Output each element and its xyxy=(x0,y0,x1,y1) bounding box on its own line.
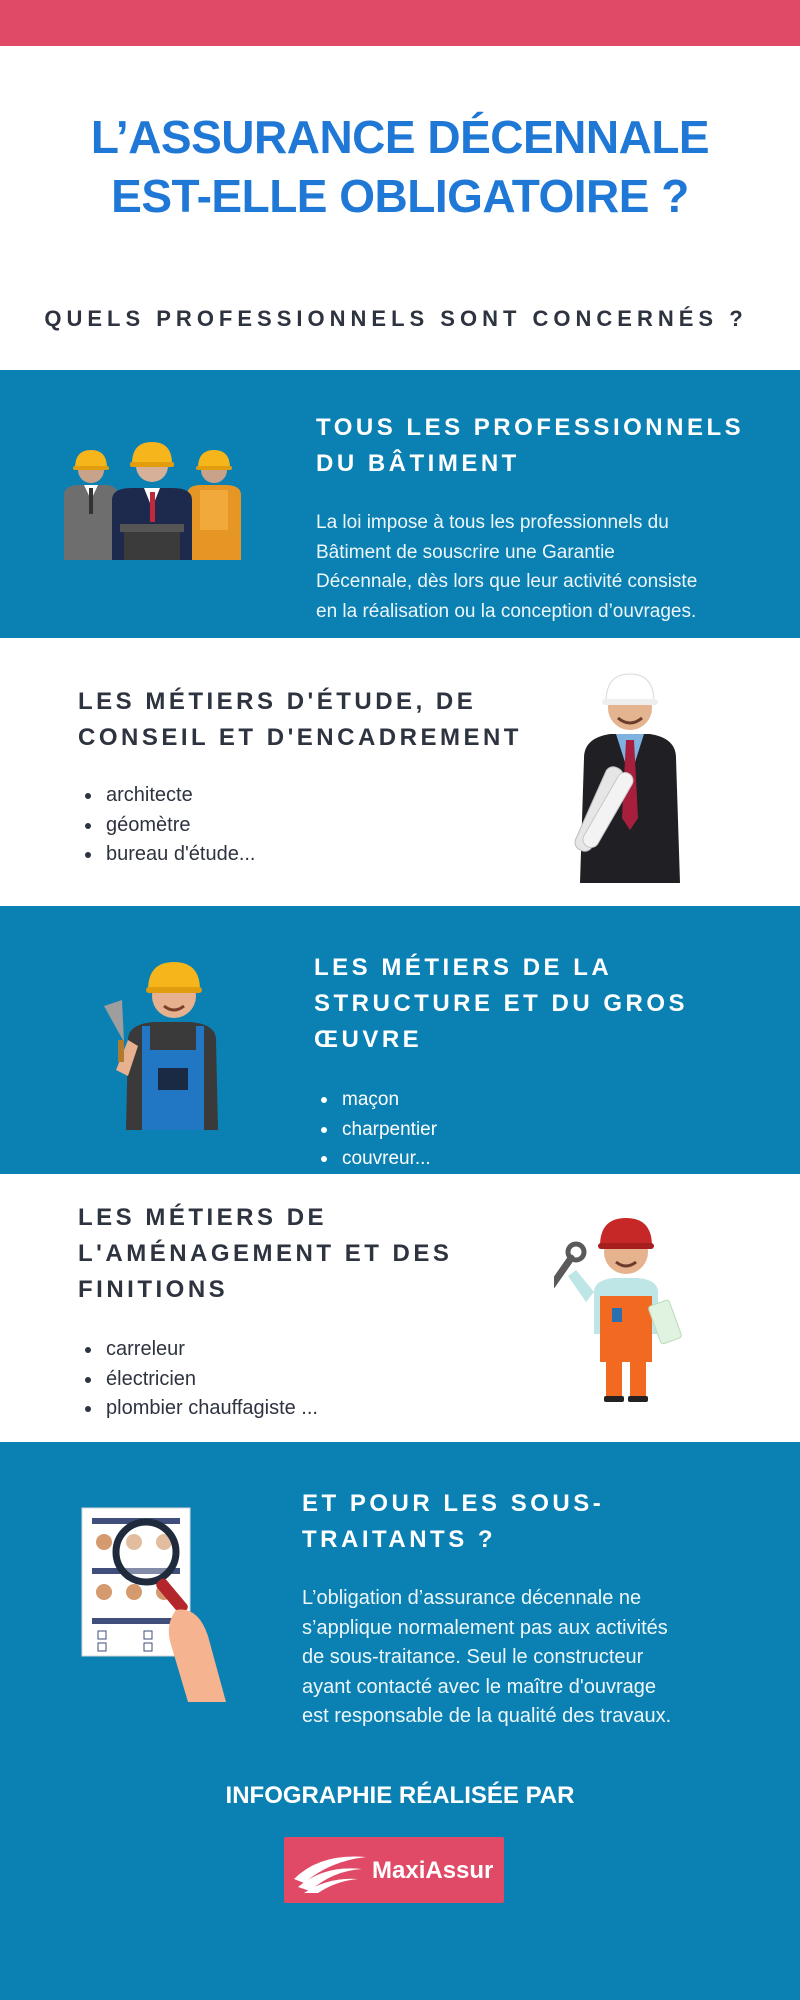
section-title-line: FINITIONS xyxy=(78,1276,229,1303)
paragraph-line: en la réalisation ou la conception d’ouvrages. xyxy=(316,600,697,622)
paragraph-line: L’obligation d’assurance décennale ne xyxy=(302,1587,642,1609)
section-all-professionals-title xyxy=(316,410,744,482)
list-item: maçon xyxy=(314,1085,437,1115)
section-all-professionals-text xyxy=(316,508,697,626)
credit-text: INFOGRAPHIE RÉALISÉE PAR xyxy=(225,1782,575,1809)
paragraph-line: La loi impose à tous les professionnels du xyxy=(316,512,669,533)
section-title-line: ET POUR LES SOUS- xyxy=(302,1490,605,1517)
page-title xyxy=(0,108,800,226)
paragraph-line: est responsable de la qualité des travaux. xyxy=(302,1705,672,1727)
list-item: couvreur... xyxy=(314,1144,437,1174)
section-title-line: ŒUVRE xyxy=(314,1026,423,1053)
section-study-trades-title xyxy=(78,684,522,756)
top-banner xyxy=(0,0,800,46)
finishing-trades-list xyxy=(78,1335,318,1424)
section-title-line: CONSEIL ET D'ENCADREMENT xyxy=(78,724,522,751)
paragraph-line: ayant contacté avec le maître d'ouvrage xyxy=(302,1675,657,1698)
section-title-line: DU BÂTIMENT xyxy=(316,450,520,477)
list-item: géomètre xyxy=(78,811,256,841)
section-finishing-trades-title xyxy=(78,1200,452,1308)
study-trades-list xyxy=(78,781,256,870)
section-all-professionals xyxy=(0,370,800,638)
section-structure-trades-title xyxy=(314,950,688,1058)
list-item: carreleur xyxy=(78,1335,318,1365)
section-finishing-trades xyxy=(0,1174,800,1442)
section-title-line: LES MÉTIERS D'ÉTUDE, DE xyxy=(78,688,477,715)
section-subcontractors-title xyxy=(302,1486,604,1558)
structure-trades-list xyxy=(314,1085,437,1174)
section-subcontractors-text xyxy=(302,1584,671,1732)
list-item: électricien xyxy=(78,1365,318,1395)
page-title-line-2: EST-ELLE OBLIGATOIRE ? xyxy=(111,170,689,222)
paragraph-line: Bâtiment de souscrire une Garantie xyxy=(316,541,615,563)
section-title-line: L'AMÉNAGEMENT ET DES xyxy=(78,1240,453,1267)
section-title-line: TRAITANTS ? xyxy=(302,1526,497,1553)
list-item: bureau d'étude... xyxy=(78,840,256,870)
logo-text: MaxiAssur xyxy=(372,1857,494,1884)
section-subcontractors xyxy=(0,1442,800,2000)
section-title-line: LES MÉTIERS DE xyxy=(78,1204,328,1231)
paragraph-line: s’applique normalement pas aux activités xyxy=(302,1616,668,1639)
paragraph-line: de sous-traitance. Seul le constructeur xyxy=(302,1646,644,1668)
construction-workers-icon xyxy=(60,440,245,565)
page-title-line-1: L’ASSURANCE DÉCENNALE xyxy=(90,111,710,163)
list-item: charpentier xyxy=(314,1115,437,1145)
section-structure-trades xyxy=(0,906,800,1174)
paragraph-line: Décennale, dès lors que leur activité consiste xyxy=(316,571,698,592)
section-title-line: LES MÉTIERS DE LA xyxy=(314,954,613,981)
architect-icon xyxy=(570,668,690,888)
page-subtitle: QUELS PROFESSIONNELS SONT CONCERNÉS ? xyxy=(44,306,748,331)
maxiassur-logo[interactable] xyxy=(284,1837,504,1903)
mason-icon xyxy=(98,950,238,1135)
list-item: architecte xyxy=(78,781,256,811)
technician-icon xyxy=(554,1212,684,1407)
section-title-line: STRUCTURE ET DU GROS xyxy=(314,990,689,1017)
list-item: plombier chauffagiste ... xyxy=(78,1394,318,1424)
section-title-line: TOUS LES PROFESSIONNELS xyxy=(316,414,745,441)
magnifier-document-icon xyxy=(80,1506,230,1707)
logo-swoosh-icon xyxy=(290,1849,370,1893)
section-study-trades xyxy=(0,638,800,906)
